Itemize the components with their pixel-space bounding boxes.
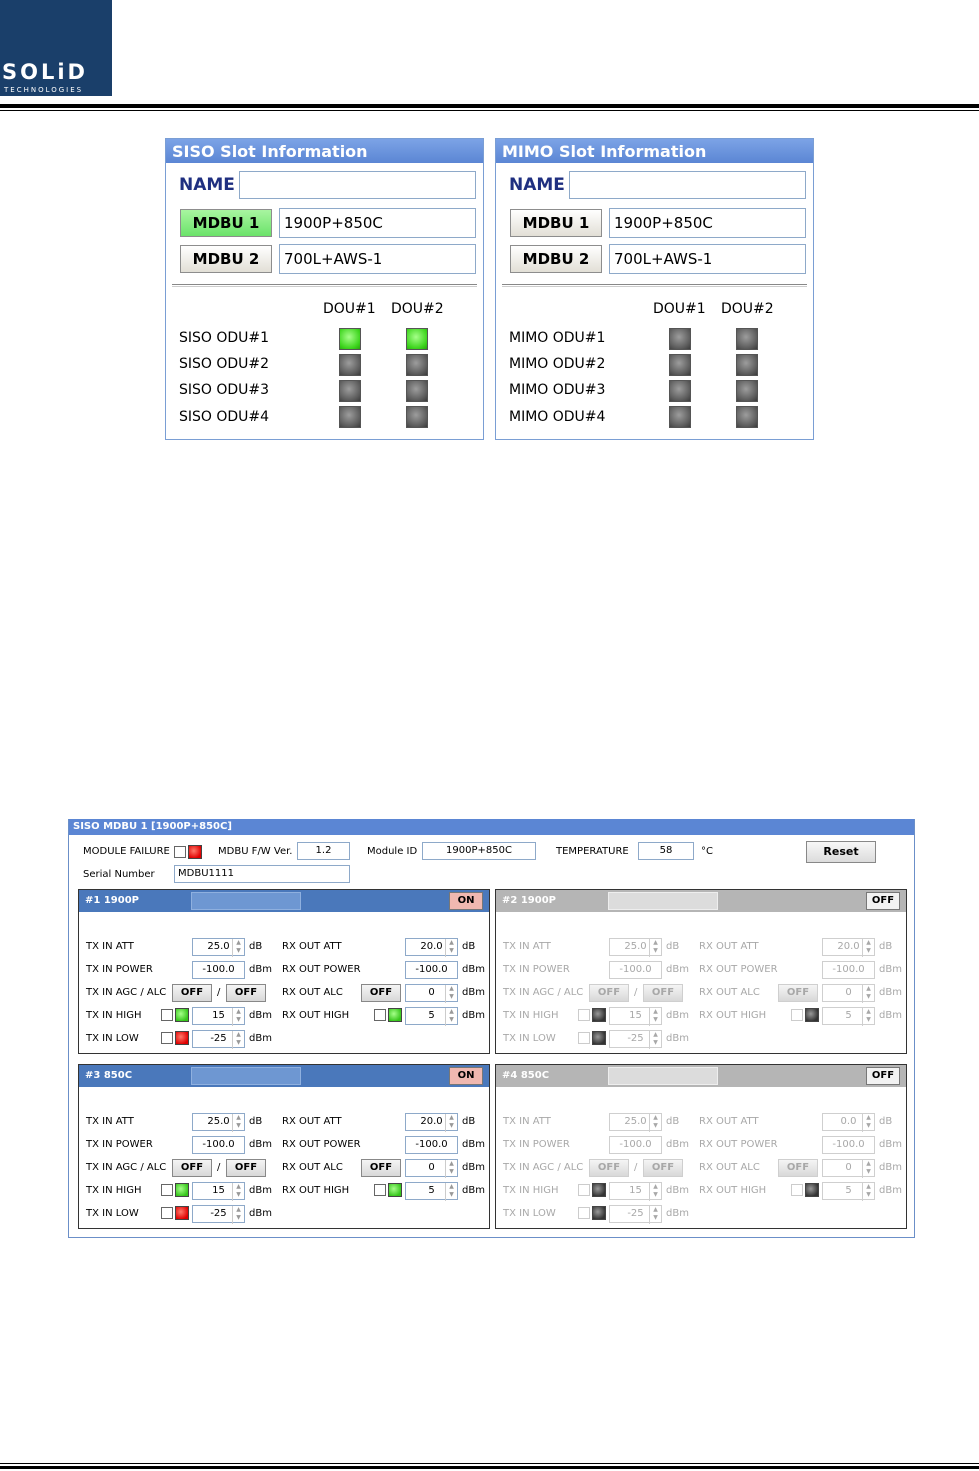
rx-out-alc-label: RX OUT ALC (282, 1162, 343, 1173)
tx-in-agc-button: OFF (589, 984, 629, 1002)
mimo-panel-title: MIMO Slot Information (496, 139, 813, 163)
footer-rule-thin (0, 1463, 979, 1464)
rx-out-high-field: 5 (822, 1182, 875, 1200)
tx-in-high-indicator (592, 1183, 606, 1197)
unit-dbm: dBm (666, 1208, 689, 1219)
spinner-icon[interactable]: ▲ ▼ (232, 1031, 244, 1049)
tx-in-low-checkbox (578, 1032, 590, 1044)
unit-dbm: dBm (249, 1185, 272, 1196)
unit-dbm: dBm (249, 1208, 272, 1219)
siso-mdbu2-button[interactable]: MDBU 2 (180, 245, 272, 273)
rx-out-high-label: RX OUT HIGH (699, 1010, 767, 1021)
band-level-bar (191, 1067, 301, 1085)
spinner-icon: ▲ ▼ (862, 1160, 874, 1178)
rx-out-high-checkbox (791, 1184, 803, 1196)
rx-out-power-label: RX OUT POWER (699, 1139, 778, 1150)
band-name: #1 1900P (85, 895, 139, 906)
siso-dou1-header: DOU#1 (323, 301, 376, 317)
tx-in-high-label: TX IN HIGH (503, 1185, 559, 1196)
mimo-name-input[interactable] (569, 171, 806, 199)
rx-out-high-indicator (388, 1183, 402, 1197)
tx-in-power-label: TX IN POWER (503, 1139, 570, 1150)
tx-in-power-field: -100.0 (609, 961, 662, 979)
rx-out-power-field: -100.0 (822, 961, 875, 979)
tx-in-power-label: TX IN POWER (86, 964, 153, 975)
tx-in-att-label: TX IN ATT (86, 1116, 134, 1127)
tx-in-high-indicator (175, 1183, 189, 1197)
tx-in-low-checkbox[interactable] (161, 1032, 173, 1044)
slash-separator: / (217, 1162, 221, 1173)
mimo-slot-panel (495, 138, 814, 440)
band-header (79, 1065, 489, 1087)
tx-in-high-field: 15 (609, 1182, 662, 1200)
spinner-icon: ▲ ▼ (862, 1114, 874, 1132)
rx-out-alc-field: 0 (822, 984, 875, 1002)
tx-in-att-label: TX IN ATT (503, 941, 551, 952)
spinner-icon[interactable]: ▲ ▼ (232, 1114, 244, 1132)
footer-rule (0, 1466, 979, 1469)
unit-dbm: dBm (879, 987, 902, 998)
mimo-mdbu1-value[interactable]: 1900P+850C (609, 208, 806, 238)
rx-out-alc-field[interactable]: 0 (405, 1159, 458, 1177)
mimo-odu-label: MIMO ODU#3 (509, 382, 606, 398)
rx-out-att-label: RX OUT ATT (699, 1116, 759, 1127)
unit-db: dB (249, 941, 263, 952)
tx-in-agc-alc-label: TX IN AGC / ALC (503, 1162, 584, 1173)
tx-in-agc-button[interactable]: OFF (172, 984, 212, 1002)
spinner-icon[interactable]: ▲ ▼ (445, 1183, 457, 1201)
spinner-icon: ▲ ▼ (649, 939, 661, 957)
rx-out-att-field: 20.0 (822, 938, 875, 956)
mimo-odu2-dou2-led (736, 354, 758, 376)
module-id-field[interactable]: 1900P+850C (422, 842, 536, 860)
tx-in-att-field[interactable]: 25.0 (192, 1113, 245, 1131)
siso-odu3-dou1-led (339, 380, 361, 402)
mimo-name-label: NAME (509, 175, 565, 195)
mimo-mdbu1-button[interactable]: MDBU 1 (510, 209, 602, 237)
temperature-label: TEMPERATURE (556, 846, 629, 857)
tx-in-alc-button: OFF (643, 984, 683, 1002)
band-on-off-button[interactable]: OFF (866, 1067, 900, 1085)
rx-out-power-field: -100.0 (405, 961, 458, 979)
unit-dbm: dBm (462, 1162, 485, 1173)
rx-out-att-field[interactable]: 20.0 (405, 1113, 458, 1131)
unit-dbm: dBm (879, 1010, 902, 1021)
tx-in-low-indicator (175, 1031, 189, 1045)
tx-in-power-field: -100.0 (192, 961, 245, 979)
unit-dbm: dBm (879, 1162, 902, 1173)
rx-out-high-indicator (805, 1008, 819, 1022)
unit-db: dB (879, 941, 893, 952)
unit-dbm: dBm (462, 987, 485, 998)
tx-in-low-field: -25 (609, 1030, 662, 1048)
temperature-unit: °C (701, 846, 713, 857)
rx-out-power-label: RX OUT POWER (282, 1139, 361, 1150)
mimo-odu3-dou2-led (736, 380, 758, 402)
mimo-divider (502, 284, 807, 287)
rx-out-att-label: RX OUT ATT (282, 1116, 342, 1127)
rx-out-power-field: -100.0 (822, 1136, 875, 1154)
tx-in-high-indicator (175, 1008, 189, 1022)
tx-in-agc-button[interactable]: OFF (172, 1159, 212, 1177)
tx-in-low-indicator (592, 1206, 606, 1220)
tx-in-high-label: TX IN HIGH (86, 1185, 142, 1196)
siso-mdbu2-value[interactable]: 700L+AWS-1 (279, 244, 476, 274)
mimo-odu3-dou1-led (669, 380, 691, 402)
rx-out-alc-button: OFF (778, 984, 818, 1002)
unit-dbm: dBm (462, 1185, 485, 1196)
unit-dbm: dBm (879, 964, 902, 975)
mimo-odu1-dou1-led (669, 328, 691, 350)
rx-out-power-label: RX OUT POWER (282, 964, 361, 975)
siso-mdbu1-button[interactable]: MDBU 1 (180, 209, 272, 237)
unit-dbm: dBm (666, 964, 689, 975)
siso-odu1-dou2-led (406, 328, 428, 350)
reset-button[interactable]: Reset (806, 841, 876, 863)
company-logo (0, 0, 112, 96)
module-failure-label: MODULE FAILURE (83, 846, 170, 857)
siso-odu2-dou2-led (406, 354, 428, 376)
tx-in-high-checkbox (578, 1009, 590, 1021)
spinner-icon: ▲ ▼ (649, 1206, 661, 1224)
tx-in-att-label: TX IN ATT (86, 941, 134, 952)
unit-dbm: dBm (249, 964, 272, 975)
siso-name-label: NAME (179, 175, 235, 195)
unit-dbm: dBm (879, 1185, 902, 1196)
siso-dou2-header: DOU#2 (391, 301, 444, 317)
module-failure-checkbox[interactable] (174, 846, 186, 858)
band-on-off-button[interactable]: ON (449, 892, 483, 910)
tx-in-high-checkbox[interactable] (161, 1184, 173, 1196)
mimo-odu-label: MIMO ODU#2 (509, 356, 606, 372)
rx-out-high-field[interactable]: 5 (405, 1182, 458, 1200)
unit-dbm: dBm (666, 1033, 689, 1044)
band-level-bar (608, 1067, 718, 1085)
tx-in-high-field[interactable]: 15 (192, 1182, 245, 1200)
rx-out-high-checkbox (791, 1009, 803, 1021)
rx-out-high-label: RX OUT HIGH (282, 1185, 350, 1196)
tx-in-agc-alc-label: TX IN AGC / ALC (86, 987, 167, 998)
serial-number-label: Serial Number (83, 869, 155, 880)
spinner-icon[interactable]: ▲ ▼ (232, 1206, 244, 1224)
siso-odu-label: SISO ODU#2 (179, 356, 270, 372)
rx-out-alc-button: OFF (778, 1159, 818, 1177)
spinner-icon[interactable]: ▲ ▼ (445, 939, 457, 957)
band-panel-4 (495, 1064, 907, 1229)
unit-dbm: dBm (879, 1139, 902, 1150)
spinner-icon: ▲ ▼ (649, 1031, 661, 1049)
unit-dbm: dBm (462, 1010, 485, 1021)
mimo-odu1-dou2-led (736, 328, 758, 350)
logo-text: SOLiD (2, 60, 88, 84)
band-on-off-button[interactable]: OFF (866, 892, 900, 910)
band-panel-3 (78, 1064, 490, 1229)
tx-in-low-field[interactable]: -25 (192, 1030, 245, 1048)
rx-out-power-label: RX OUT POWER (699, 964, 778, 975)
band-panel-2 (495, 889, 907, 1054)
siso-odu4-dou2-led (406, 406, 428, 428)
band-name: #4 850C (502, 1070, 550, 1081)
tx-in-high-indicator (592, 1008, 606, 1022)
mimo-mdbu2-button[interactable]: MDBU 2 (510, 245, 602, 273)
tx-in-att-field: 25.0 (609, 938, 662, 956)
tx-in-high-checkbox (578, 1184, 590, 1196)
unit-dbm: dBm (462, 1139, 485, 1150)
band-header (496, 890, 906, 912)
rx-out-alc-label: RX OUT ALC (282, 987, 343, 998)
mimo-dou2-header: DOU#2 (721, 301, 774, 317)
rx-out-alc-label: RX OUT ALC (699, 987, 760, 998)
rx-out-high-indicator (805, 1183, 819, 1197)
rx-out-high-checkbox[interactable] (374, 1184, 386, 1196)
tx-in-low-indicator (175, 1206, 189, 1220)
tx-in-low-label: TX IN LOW (86, 1033, 139, 1044)
tx-in-power-label: TX IN POWER (503, 964, 570, 975)
spinner-icon: ▲ ▼ (649, 1008, 661, 1026)
tx-in-high-field: 15 (609, 1007, 662, 1025)
siso-slot-panel (165, 138, 484, 440)
unit-dbm: dBm (249, 1139, 272, 1150)
tx-in-att-field[interactable]: 25.0 (192, 938, 245, 956)
siso-odu4-dou1-led (339, 406, 361, 428)
mdbu-window-title: SISO MDBU 1 [1900P+850C] (69, 819, 914, 835)
siso-odu-label: SISO ODU#3 (179, 382, 270, 398)
tx-in-low-indicator (592, 1031, 606, 1045)
slash-separator: / (634, 1162, 638, 1173)
rx-out-att-field[interactable]: 20.0 (405, 938, 458, 956)
rx-out-alc-field[interactable]: 0 (405, 984, 458, 1002)
tx-in-low-label: TX IN LOW (86, 1208, 139, 1219)
band-level-bar (608, 892, 718, 910)
spinner-icon[interactable]: ▲ ▼ (445, 1008, 457, 1026)
unit-dbm: dBm (666, 1139, 689, 1150)
spinner-icon[interactable]: ▲ ▼ (232, 939, 244, 957)
mimo-mdbu2-value[interactable]: 700L+AWS-1 (609, 244, 806, 274)
slash-separator: / (217, 987, 221, 998)
rx-out-power-field: -100.0 (405, 1136, 458, 1154)
unit-dbm: dBm (249, 1010, 272, 1021)
tx-in-power-field: -100.0 (609, 1136, 662, 1154)
spinner-icon[interactable]: ▲ ▼ (445, 1160, 457, 1178)
module-id-label: Module ID (367, 846, 418, 857)
rx-out-high-checkbox[interactable] (374, 1009, 386, 1021)
unit-dbm: dBm (666, 1185, 689, 1196)
spinner-icon: ▲ ▼ (862, 939, 874, 957)
fw-version-label: MDBU F/W Ver. (218, 846, 293, 857)
rx-out-att-field: 0.0 (822, 1113, 875, 1131)
band-level-bar (191, 892, 301, 910)
tx-in-power-field: -100.0 (192, 1136, 245, 1154)
siso-odu-label: SISO ODU#4 (179, 409, 270, 425)
spinner-icon: ▲ ▼ (862, 1008, 874, 1026)
mimo-odu4-dou1-led (669, 406, 691, 428)
unit-dbm: dBm (462, 964, 485, 975)
rx-out-alc-label: RX OUT ALC (699, 1162, 760, 1173)
siso-odu-label: SISO ODU#1 (179, 330, 270, 346)
module-failure-indicator (188, 845, 202, 859)
tx-in-agc-alc-label: TX IN AGC / ALC (503, 987, 584, 998)
siso-mdbu1-value[interactable]: 1900P+850C (279, 208, 476, 238)
rx-out-high-indicator (388, 1008, 402, 1022)
unit-db: dB (249, 1116, 263, 1127)
band-header (496, 1065, 906, 1087)
unit-db: dB (666, 941, 680, 952)
band-name: #3 850C (85, 1070, 133, 1081)
tx-in-high-checkbox[interactable] (161, 1009, 173, 1021)
tx-in-low-label: TX IN LOW (503, 1033, 556, 1044)
siso-odu1-dou1-led (339, 328, 361, 350)
spinner-icon[interactable]: ▲ ▼ (445, 985, 457, 1003)
rx-out-att-label: RX OUT ATT (282, 941, 342, 952)
tx-in-power-label: TX IN POWER (86, 1139, 153, 1150)
rx-out-high-field[interactable]: 5 (405, 1007, 458, 1025)
mimo-odu2-dou1-led (669, 354, 691, 376)
unit-dbm: dBm (666, 1010, 689, 1021)
spinner-icon[interactable]: ▲ ▼ (445, 1114, 457, 1132)
rx-out-alc-button[interactable]: OFF (361, 1159, 401, 1177)
tx-in-low-label: TX IN LOW (503, 1208, 556, 1219)
slash-separator: / (634, 987, 638, 998)
siso-panel-title: SISO Slot Information (166, 139, 483, 163)
unit-db: dB (462, 941, 476, 952)
siso-name-input[interactable] (239, 171, 476, 199)
tx-in-low-field: -25 (609, 1205, 662, 1223)
tx-in-alc-button[interactable]: OFF (226, 1159, 266, 1177)
header-rule (0, 104, 979, 108)
spinner-icon[interactable]: ▲ ▼ (232, 1008, 244, 1026)
spinner-icon[interactable]: ▲ ▼ (232, 1183, 244, 1201)
mimo-odu4-dou2-led (736, 406, 758, 428)
tx-in-high-field[interactable]: 15 (192, 1007, 245, 1025)
header-rule-thin (0, 110, 979, 111)
band-on-off-button[interactable]: ON (449, 1067, 483, 1085)
tx-in-low-checkbox[interactable] (161, 1207, 173, 1219)
rx-out-high-label: RX OUT HIGH (699, 1185, 767, 1196)
unit-db: dB (879, 1116, 893, 1127)
rx-out-alc-field: 0 (822, 1159, 875, 1177)
unit-db: dB (666, 1116, 680, 1127)
tx-in-agc-button: OFF (589, 1159, 629, 1177)
rx-out-high-field: 5 (822, 1007, 875, 1025)
fw-version-field[interactable]: 1.2 (297, 842, 350, 860)
mdbu-detail-window (68, 819, 915, 1238)
tx-in-high-label: TX IN HIGH (86, 1010, 142, 1021)
siso-divider (172, 284, 477, 287)
rx-out-alc-button[interactable]: OFF (361, 984, 401, 1002)
tx-in-alc-button: OFF (643, 1159, 683, 1177)
rx-out-att-label: RX OUT ATT (699, 941, 759, 952)
logo-subtext: TECHNOLOGIES (4, 86, 84, 94)
rx-out-high-label: RX OUT HIGH (282, 1010, 350, 1021)
band-name: #2 1900P (502, 895, 556, 906)
spinner-icon: ▲ ▼ (649, 1183, 661, 1201)
siso-odu3-dou2-led (406, 380, 428, 402)
tx-in-agc-alc-label: TX IN AGC / ALC (86, 1162, 167, 1173)
spinner-icon: ▲ ▼ (862, 1183, 874, 1201)
tx-in-high-label: TX IN HIGH (503, 1010, 559, 1021)
unit-dbm: dBm (249, 1033, 272, 1044)
siso-odu2-dou1-led (339, 354, 361, 376)
spinner-icon: ▲ ▼ (649, 1114, 661, 1132)
tx-in-att-field: 25.0 (609, 1113, 662, 1131)
mimo-odu-label: MIMO ODU#1 (509, 330, 606, 346)
temperature-field[interactable]: 58 (638, 842, 694, 860)
mimo-odu-label: MIMO ODU#4 (509, 409, 606, 425)
unit-db: dB (462, 1116, 476, 1127)
band-panel-1 (78, 889, 490, 1054)
serial-number-field[interactable]: MDBU1111 (174, 865, 350, 883)
tx-in-att-label: TX IN ATT (503, 1116, 551, 1127)
mimo-dou1-header: DOU#1 (653, 301, 706, 317)
spinner-icon: ▲ ▼ (862, 985, 874, 1003)
tx-in-alc-button[interactable]: OFF (226, 984, 266, 1002)
band-header (79, 890, 489, 912)
tx-in-low-field[interactable]: -25 (192, 1205, 245, 1223)
tx-in-low-checkbox (578, 1207, 590, 1219)
